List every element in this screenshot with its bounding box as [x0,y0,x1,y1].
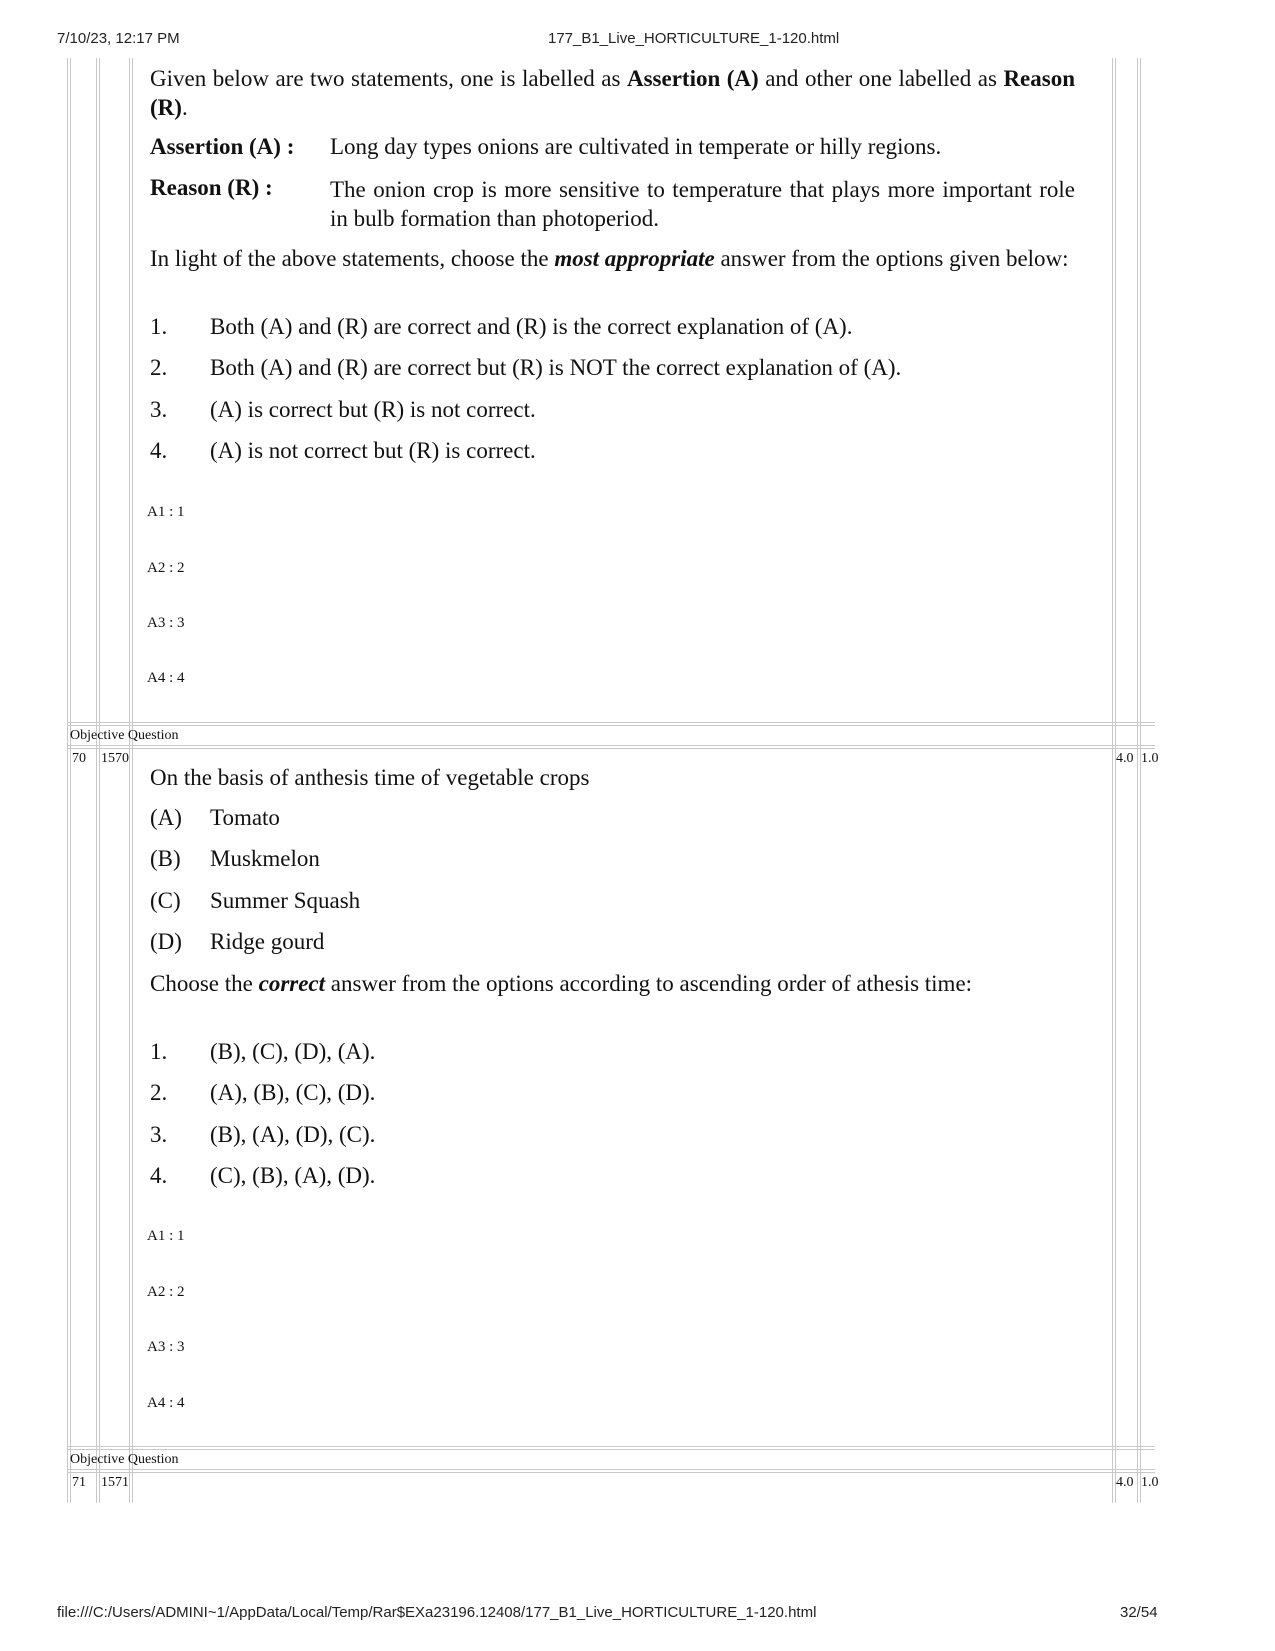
q69-instruction [150,244,1075,273]
q69-instruction-text-2: answer from the options given below: [714,246,1069,271]
print-document-title: 177_B1_Live_HORTICULTURE_1-120.html [548,30,840,47]
q71-marks: 4.0 [1116,1475,1134,1490]
table-column-divider-1 [96,58,97,1503]
q69-answer-4: A4 : 4 [147,670,185,686]
q70-answer-1: A1 : 1 [147,1228,185,1244]
row-separator-q69-end-inner [67,725,1155,726]
q70-item-c-text: Summer Squash [210,888,361,913]
row-separator-q70-start-inner [67,748,1155,749]
q69-intro-text-3: . [181,95,188,120]
row-separator-q69-end [67,722,1155,723]
q70-item-b-key: (B) [150,846,181,871]
q70-instruction-emphasis: correct [258,971,326,996]
q69-option-3-number: 3. [150,397,168,422]
q70-answer-4: A4 : 4 [147,1395,185,1411]
q70-marks: 4.0 [1116,751,1134,766]
row-separator-q70-start [67,745,1155,746]
q69-reason-label: Reason (R) : [150,175,273,200]
q69-intro-assertion: Assertion (A) [626,66,759,91]
row-separator-q70-end [67,1446,1155,1447]
q70-item-c-key: (C) [150,888,181,913]
q70-option-1-number: 1. [150,1039,168,1064]
q70-instruction [150,969,1075,998]
q70-option-4-text: (C), (B), (A), (D). [210,1163,376,1188]
q71-serial: 71 [72,1475,86,1490]
q69-reason-text: The onion crop is more sensitive to temperature that plays more important role in bulb formation than photoperiod. [330,177,1075,231]
q69-instruction-text-1: In light of the above statements, choose the [150,246,555,271]
q70-stem: On the basis of anthesis time of vegetable crops [150,765,590,790]
q70-item-d-text: Ridge gourd [210,929,325,954]
q69-instruction-emphasis: most appropriate [554,246,715,271]
table-marks-column-divider-inner [1140,58,1141,1503]
q70-item-d-key: (D) [150,929,182,954]
print-page-indicator: 32/54 [1120,1604,1158,1621]
q70-instruction-text-1: Choose the [150,971,259,996]
q69-answer-1: A1 : 1 [147,504,185,520]
q69-intro [150,64,1075,122]
q70-negative-marks: 1.0 [1141,751,1159,766]
q69-option-1-text: Both (A) and (R) are correct and (R) is the correct explanation of (A). [210,314,853,339]
q70-item-b-text: Muskmelon [210,846,320,871]
q71-negative-marks: 1.0 [1141,1475,1159,1490]
q70-option-3-text: (B), (A), (D), (C). [210,1122,376,1147]
q70-instruction-text-2: answer from the options according to ascending order of athesis time: [325,971,973,996]
q70-question-id: 1570 [101,751,129,766]
q69-option-4-text: (A) is not correct but (R) is correct. [210,438,536,463]
q71-question-id: 1571 [101,1475,129,1490]
q69-intro-reason: Reason (R) [150,66,1075,120]
q69-answer-2: A2 : 2 [147,560,185,576]
q71-type-label: Objective Question [70,1452,179,1467]
row-separator-q71-start [67,1469,1155,1470]
q70-option-2-number: 2. [150,1080,168,1105]
q69-assertion-text: Long day types onions are cultivated in temperate or hilly regions. [330,134,942,159]
q70-option-1-text: (B), (C), (D), (A). [210,1039,376,1064]
table-column-divider-4 [132,58,133,1503]
table-content-border-right [1112,58,1113,1503]
q70-item-a-key: (A) [150,805,182,830]
table-content-border-right-inner [1115,58,1116,1503]
q70-option-4-number: 4. [150,1163,168,1188]
q69-assertion-label: Assertion (A) : [150,134,295,159]
row-separator-q70-end-inner [67,1449,1155,1450]
q69-option-1-number: 1. [150,314,168,339]
q69-option-2-number: 2. [150,355,168,380]
q70-type-label: Objective Question [70,728,179,743]
q70-answer-2: A2 : 2 [147,1284,185,1300]
q69-option-2-text: Both (A) and (R) are correct but (R) is NOT the correct explanation of (A). [210,355,902,380]
table-column-divider-2 [99,58,100,1503]
q69-option-3-text: (A) is correct but (R) is not correct. [210,397,536,422]
table-marks-column-divider [1137,58,1138,1503]
table-column-divider-3 [129,58,130,1503]
q70-serial: 70 [72,751,86,766]
q69-option-4-number: 4. [150,438,168,463]
q70-answer-3: A3 : 3 [147,1339,185,1355]
table-border-left-outer [67,58,68,1503]
print-datetime: 7/10/23, 12:17 PM [57,30,180,47]
q69-answer-3: A3 : 3 [147,615,185,631]
q69-intro-text-1: Given below are two statements, one is labelled as [150,66,627,91]
q69-intro-text-2: and other one labelled as [758,66,1004,91]
print-file-path: file:///C:/Users/ADMINI~1/AppData/Local/Temp/Rar$EXa23196.12408/177_B1_Live_HORTICULTURE_1-120.html [57,1604,817,1621]
row-separator-q71-start-inner [67,1472,1155,1473]
q70-option-3-number: 3. [150,1122,168,1147]
q70-option-2-text: (A), (B), (C), (D). [210,1080,376,1105]
table-border-left-inner [70,58,71,1503]
q70-item-a-text: Tomato [210,805,280,830]
